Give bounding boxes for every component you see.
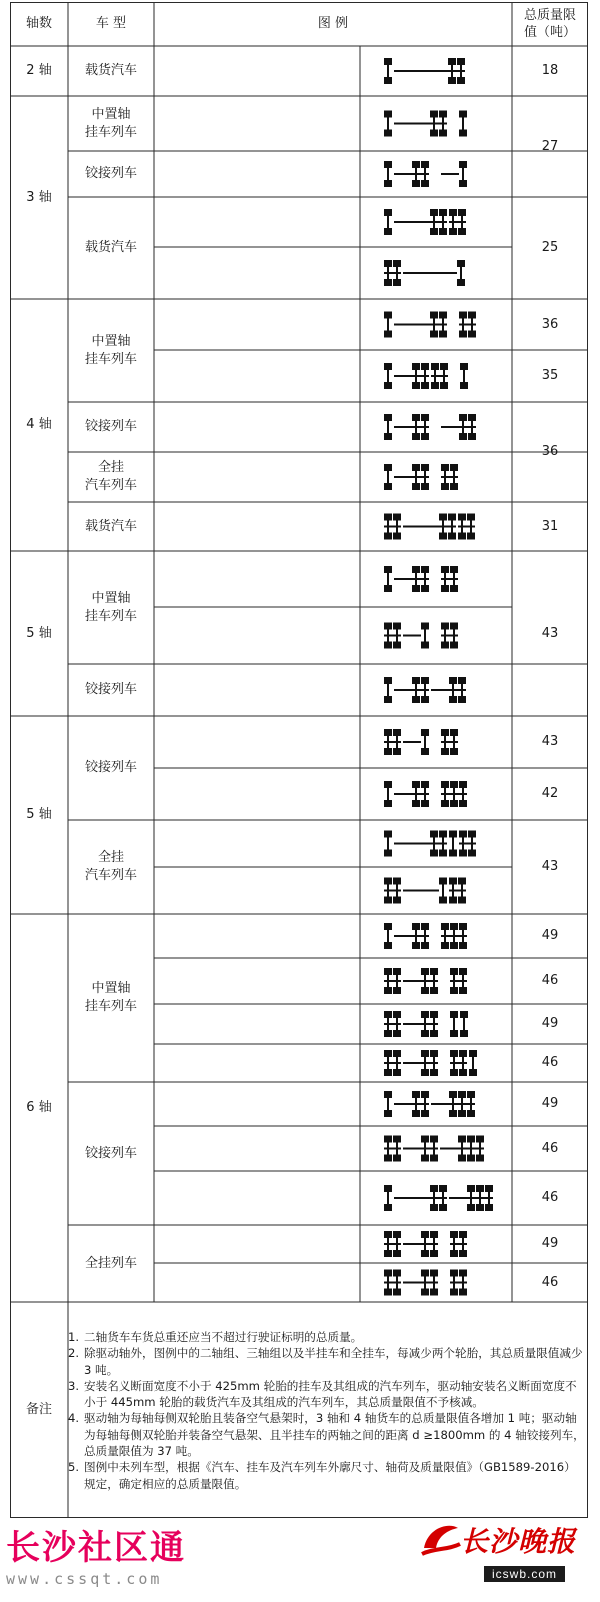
note-number: 3. xyxy=(68,1378,80,1393)
limit-value: 35 xyxy=(541,368,559,383)
type-label xyxy=(68,299,154,402)
limit-value: 25 xyxy=(541,240,559,255)
limit-value: 42 xyxy=(541,786,559,801)
type-label: 载货汽车 xyxy=(84,518,137,534)
type-label-line: 中置轴 xyxy=(91,106,131,122)
limit-value: 49 xyxy=(541,1096,559,1111)
watermark-csxwb-title: 长沙晚报 xyxy=(460,1525,577,1558)
type-label xyxy=(68,452,154,502)
newspaper-logo-icon xyxy=(418,1518,462,1562)
type-label: 铰接列车 xyxy=(84,1145,137,1161)
axle-label-2: 2 轴 xyxy=(26,63,52,78)
note-text: 图例中未列车型，根据《汽车、挂车及汽车列车外廓尺寸、轴荷及质量限值》（GB1589-2016）规定，确定相应的总质量限值。 xyxy=(84,1460,576,1491)
notes-list xyxy=(68,1329,586,1492)
type-label-line: 中置轴 xyxy=(91,333,131,349)
type-label-line: 中置轴 xyxy=(91,590,131,606)
note-item xyxy=(68,1459,586,1492)
type-label xyxy=(68,914,154,1082)
limit-value: 49 xyxy=(541,1016,559,1031)
note-item xyxy=(68,1329,586,1345)
type-label-line: 挂车列车 xyxy=(84,608,137,624)
type-label: 载货汽车 xyxy=(84,240,137,255)
limit-value: 36 xyxy=(541,444,559,459)
note-text: 驱动轴为每轴每侧双轮胎且装备空气悬架时，3 轴和 4 轴货车的总质量限值各增加 1 吨；驱动轴为每轴每侧双轮胎并装备空气悬架、且半挂车的两轴之间的距离 d ≥1800mm 的 4 轴铰接列车，总质量限值为 37 吨。 xyxy=(84,1411,585,1459)
note-item xyxy=(68,1345,586,1378)
type-label xyxy=(68,551,154,664)
limit-value: 43 xyxy=(541,625,559,641)
limit-value: 43 xyxy=(541,734,559,749)
type-label-line: 汽车列车 xyxy=(84,478,137,493)
type-label: 铰接列车 xyxy=(84,166,137,181)
type-label: 铰接列车 xyxy=(84,760,137,775)
limit-value: 27 xyxy=(541,138,559,154)
type-label-line: 挂车列车 xyxy=(84,999,137,1014)
watermark-cssqt-title: 长沙社区通 xyxy=(6,1528,186,1568)
note-number: 5. xyxy=(68,1460,80,1475)
limit-value: 46 xyxy=(541,1140,559,1156)
limit-value: 46 xyxy=(541,973,559,988)
watermark-cssqt-url: www.cssqt.com xyxy=(6,1570,163,1588)
limit-value: 49 xyxy=(541,1236,559,1251)
axle-label-6: 6 轴 xyxy=(26,1100,52,1115)
notes-label: 备注 xyxy=(25,1402,52,1417)
note-number: 1. xyxy=(68,1330,80,1344)
note-number: 2. xyxy=(68,1346,80,1361)
axle-label-5a: 5 轴 xyxy=(26,625,52,641)
note-item xyxy=(68,1378,586,1411)
type-label-line: 中置轴 xyxy=(91,981,131,996)
watermark-csxwb xyxy=(418,1516,594,1598)
limit-value: 43 xyxy=(541,859,559,874)
type-label-line: 全挂 xyxy=(97,850,124,865)
note-text: 二轴货车车货总重还应当不超过行驶证标明的总质量。 xyxy=(84,1330,363,1344)
header-vehicle-type: 车 型 xyxy=(95,16,127,31)
axle-limit-table xyxy=(10,2,588,1518)
limit-value: 46 xyxy=(541,1055,559,1070)
header-axles: 轴数 xyxy=(25,16,52,31)
note-text: 安装名义断面宽度不小于 425mm 轮胎的挂车及其组成的汽车列车，驱动轴安装名义断面宽度不小于 445mm 轮胎的载货汽车及其组成的汽车列车，其总质量限值不予核减。 xyxy=(84,1378,577,1410)
note-item xyxy=(68,1410,586,1459)
axle-label-5b: 5 轴 xyxy=(26,807,52,822)
type-label-line: 汽车列车 xyxy=(84,868,137,883)
watermark-cssqt xyxy=(6,1528,186,1588)
header-diagram: 图 例 xyxy=(317,16,349,31)
type-label-line: 挂车列车 xyxy=(84,124,137,140)
note-number: 4. xyxy=(68,1411,80,1426)
watermark-csxwb-url: icswb.com xyxy=(484,1566,565,1582)
limit-value: 31 xyxy=(541,518,559,534)
limit-value: 46 xyxy=(541,1274,559,1290)
type-label: 全挂列车 xyxy=(84,1255,137,1271)
type-label xyxy=(68,820,154,914)
limit-value: 36 xyxy=(541,316,559,332)
type-label: 铰接列车 xyxy=(84,682,137,697)
type-label-line: 挂车列车 xyxy=(84,351,137,367)
header-limit: 总质量限值（吨） xyxy=(523,8,576,40)
type-label xyxy=(68,96,154,151)
type-label: 铰接列车 xyxy=(84,419,137,434)
type-label: 载货汽车 xyxy=(84,63,137,78)
limit-value: 49 xyxy=(541,928,559,943)
note-text: 除驱动轴外，图例中的二轴组、三轴组以及半挂车和全挂车，每减少两个轮胎，其总质量限值减少 3 吨。 xyxy=(84,1346,583,1377)
axle-label-3: 3 轴 xyxy=(26,189,52,205)
limit-value: 18 xyxy=(541,63,559,78)
type-label-line: 全挂 xyxy=(97,460,124,475)
axle-label-4: 4 轴 xyxy=(26,417,52,432)
limit-value: 46 xyxy=(541,1190,559,1205)
